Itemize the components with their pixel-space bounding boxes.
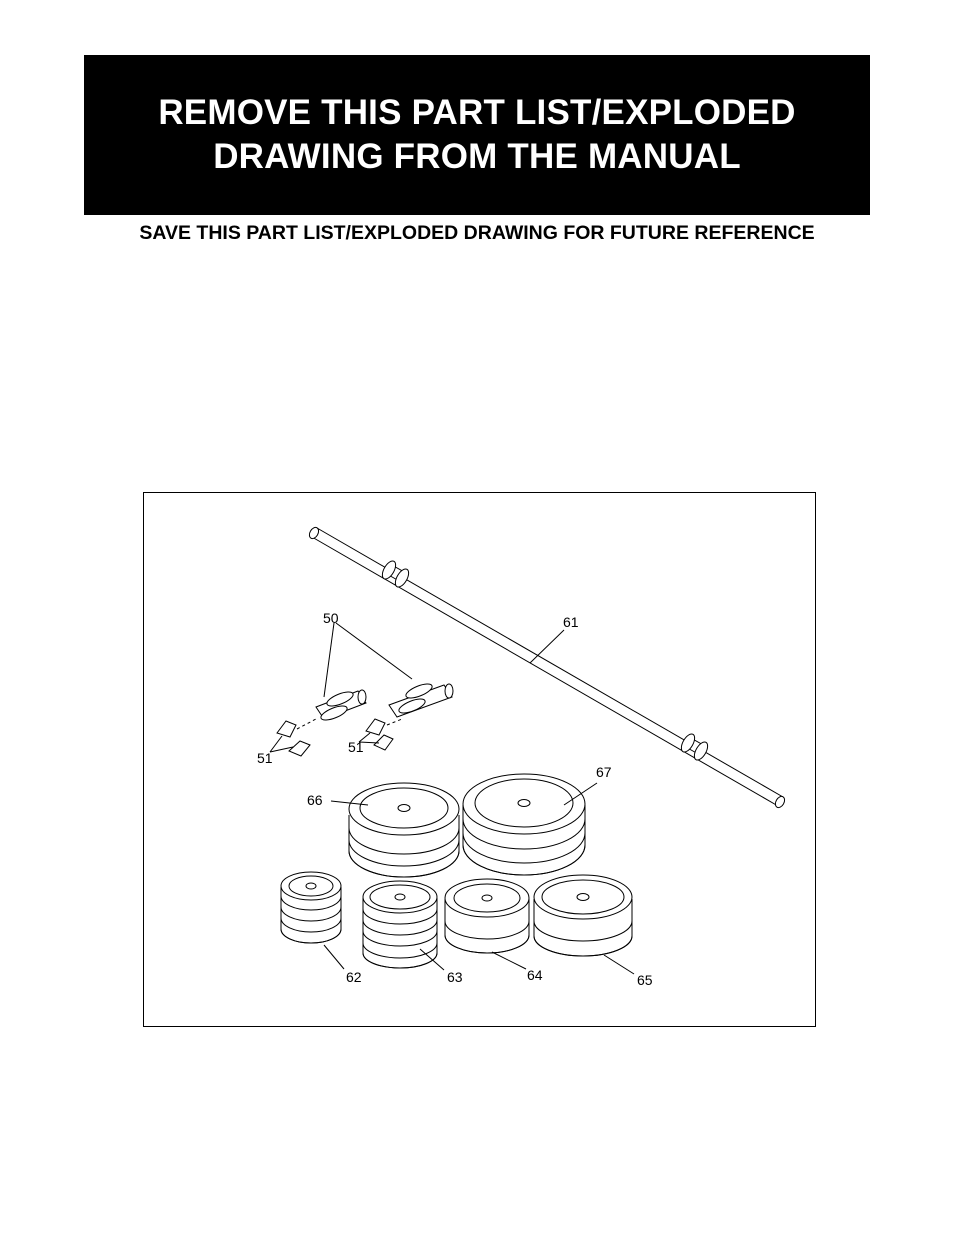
subtitle: SAVE THIS PART LIST/EXPLODED DRAWING FOR FUTURE REFERENCE [139,222,815,244]
callout-61: 61 [563,614,579,630]
callout-66: 66 [307,792,323,808]
plate-stack-67 [463,774,585,875]
plate-stack-64 [445,879,529,953]
callout-67: 67 [596,764,612,780]
spring-collar-right [389,681,453,717]
plate-stack-66 [349,783,459,877]
plate-stack-62 [281,872,341,943]
title-banner [84,55,870,215]
callout-51-left: 51 [257,750,273,766]
callout-63: 63 [447,969,463,985]
plate-stack-63 [363,881,437,968]
clip-left [277,721,310,756]
title-line-2: DRAWING FROM THE MANUAL [213,137,741,176]
exploded-drawing-svg [144,493,817,1028]
bar-collar-left [380,559,412,589]
callout-62: 62 [346,969,362,985]
spring-collar-left [316,689,366,723]
callout-65: 65 [637,972,653,988]
plate-stack-65 [534,875,632,956]
barbell-bar [308,526,787,809]
callout-64: 64 [527,967,543,983]
bar-collar-right [679,732,711,762]
exploded-drawing [143,492,816,1027]
callout-51-right: 51 [348,739,364,755]
clip-right [366,719,393,750]
title-line-1: REMOVE THIS PART LIST/EXPLODED [158,93,796,132]
callout-50: 50 [323,610,339,626]
